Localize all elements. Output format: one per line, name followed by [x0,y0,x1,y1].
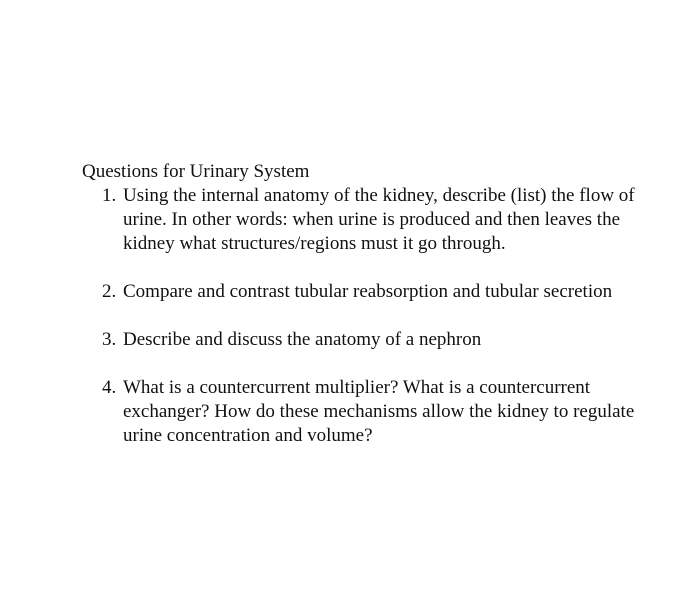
question-item [82,280,642,304]
document-heading: Questions for Urinary System [82,161,310,182]
question-text: What is a countercurrent multiplier? What is a countercurrent exchanger? How do these mechanisms allow the kidney to regulate urine concentration and volume? [123,377,635,446]
question-list [82,184,642,448]
question-item [82,328,642,352]
question-number: 3. [102,329,117,350]
question-text: Using the internal anatomy of the kidney, describe (list) the flow of urine. In other words: when urine is produced and then leaves the kidney what structures/regions must it go through. [123,185,635,254]
question-number: 4. [102,377,117,398]
question-number: 1. [102,185,117,206]
question-item [82,184,642,256]
question-item [82,376,642,448]
question-text: Compare and contrast tubular reabsorption and tubular secretion [123,281,613,302]
question-text: Describe and discuss the anatomy of a nephron [123,329,482,350]
document-body [82,160,642,448]
question-number: 2. [102,281,117,302]
